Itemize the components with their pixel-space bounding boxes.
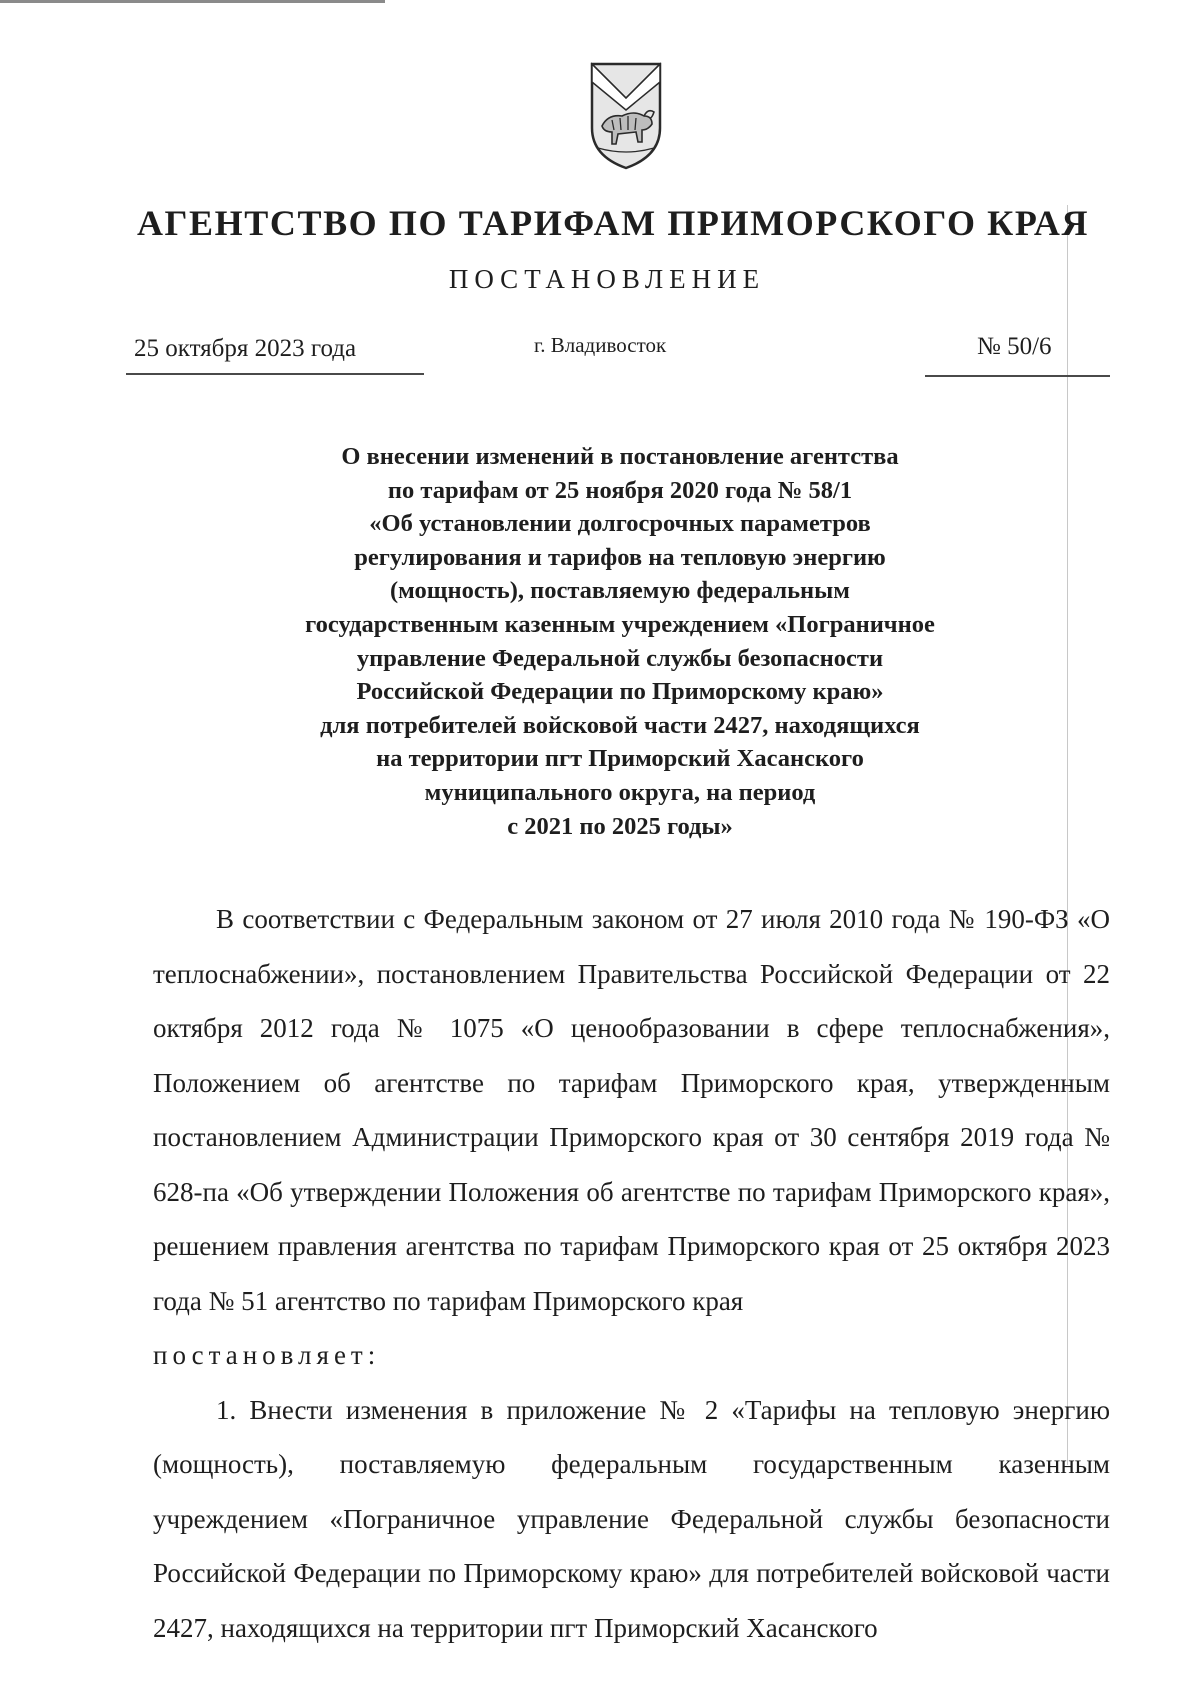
subject-line: государственным казенным учреждением «Пограничное — [305, 610, 935, 638]
subject-line: с 2021 по 2025 годы» — [507, 812, 733, 840]
subject-line: по тарифам от 25 ноября 2020 года № 58/1 — [387, 476, 853, 504]
coat-of-arms-icon — [588, 60, 664, 172]
item-1-paragraph: 1. Внести изменения в приложение № 2 «Тарифы на тепловую энергию (мощность), поставляемую федеральным государственным казенным учреждением «Пограничное управление Федеральной службы безопасности Российской Федерации по Приморскому краю» для потребителей войсковой части 2427, находящихся на территории пгт Приморский Хасанского — [153, 1394, 1110, 1643]
subject-line: муниципального округа, на период — [424, 778, 816, 806]
document-body — [153, 892, 1110, 1655]
scan-edge-line — [0, 0, 385, 3]
subject-line: управление Федеральной службы безопасности — [356, 644, 884, 672]
document-number: № 50/6 — [925, 333, 1110, 377]
preamble-text: В соответствии с Федеральным законом от 27 июля 2010 года № 190-ФЗ «О теплоснабжении», постановлением Правительства Российской Федерации от 22 октября 2012 года № 1075 «О ценообразовании в сфере теплоснабжения», Положением об агентстве по тарифам Приморского края, утвержденным постановлением Администрации Приморского края от 30 сентября 2019 года № 628-па «Об утверждении Положения об агентстве по тарифам Приморского края», решением правления агентства по тарифам Приморского края от 25 октября 2023 года № 51 агентство по тарифам Приморского края — [153, 904, 1110, 1316]
document-type: ПОСТАНОВЛЕНИЕ — [448, 264, 766, 294]
subject-line: на территории пгт Приморский Хасанского — [376, 745, 864, 773]
decree-word: постановляет: — [153, 1340, 381, 1370]
agency-name: АГЕНТСТВО ПО ТАРИФАМ ПРИМОРСКОГО КРАЯ — [136, 203, 1090, 243]
preamble-paragraph — [153, 892, 1110, 1328]
document-subject — [200, 440, 1040, 843]
subject-line: О внесении изменений в постановление агентства — [341, 443, 899, 470]
subject-line: «Об установлении долгосрочных параметров — [369, 510, 871, 538]
subject-line: (мощность), поставляемую федеральным — [390, 577, 850, 605]
date-line — [0, 335, 1200, 385]
document-date: 25 октября 2023 года — [126, 335, 424, 375]
subject-line: Российской Федерации по Приморскому краю» — [356, 678, 884, 706]
subject-line: для потребителей войсковой части 2427, находящихся — [320, 711, 920, 739]
document-city: г. Владивосток — [534, 333, 667, 357]
subject-line: регулирования и тарифов на тепловую энергию — [354, 543, 886, 571]
